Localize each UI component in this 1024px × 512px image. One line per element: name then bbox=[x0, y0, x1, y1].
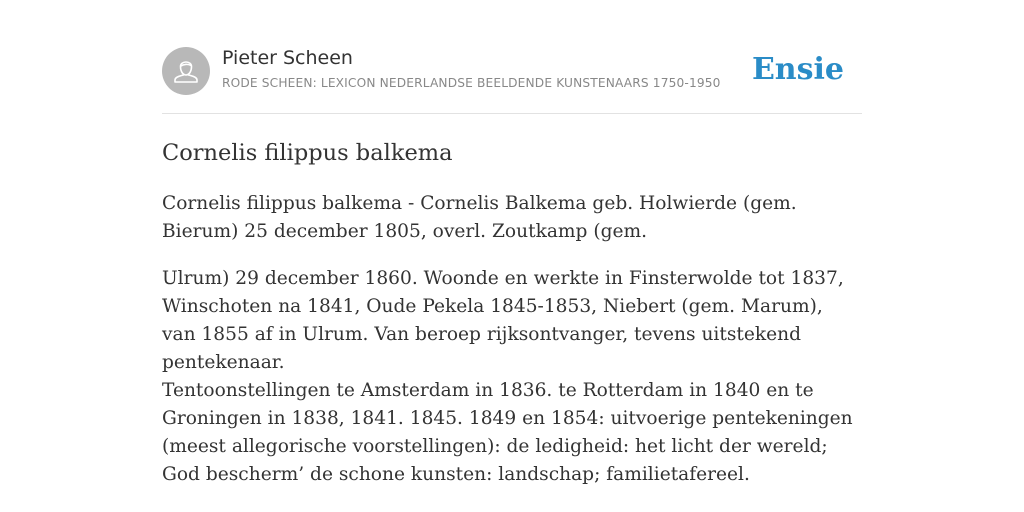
brand-logo[interactable]: Ensie bbox=[751, 52, 844, 87]
article-paragraph: Cornelis filippus balkema - Cornelis Balkema geb. Holwierde (gem. Bierum) 25 december 1805, overl. Zoutkamp (gem. bbox=[162, 193, 797, 242]
source-title[interactable]: RODE SCHEEN: LEXICON NEDERLANDSE BEELDENDE KUNSTENAARS 1750-1950 bbox=[222, 76, 721, 90]
article-title: Cornelis filippus balkema bbox=[162, 140, 453, 166]
author-name[interactable]: Pieter Scheen bbox=[222, 47, 353, 69]
article-header bbox=[162, 46, 862, 96]
header-divider bbox=[162, 113, 862, 114]
user-silhouette-icon bbox=[162, 47, 210, 95]
article-paragraph: Ulrum) 29 december 1860. Woonde en werkte in Finsterwolde tot 1837, Winschoten na 1841, Oude Pekela 1845-1853, Niebert (gem. Marum), van 1855 af in Ulrum. Van beroep rijksontvanger, tevens uitstekend pentekenaar. bbox=[162, 268, 844, 373]
article-paragraph: Tentoonstellingen te Amsterdam in 1836. te Rotterdam in 1840 en te Groningen in 1838, 1841. 1845. 1849 en 1854: uitvoerige pentekeningen (meest allegorische voorstellingen): de ledigheid: het licht der wereld; God bescherm’ de schone kunsten: landschap; familietafereel. bbox=[162, 380, 853, 485]
author-avatar[interactable] bbox=[162, 47, 210, 95]
